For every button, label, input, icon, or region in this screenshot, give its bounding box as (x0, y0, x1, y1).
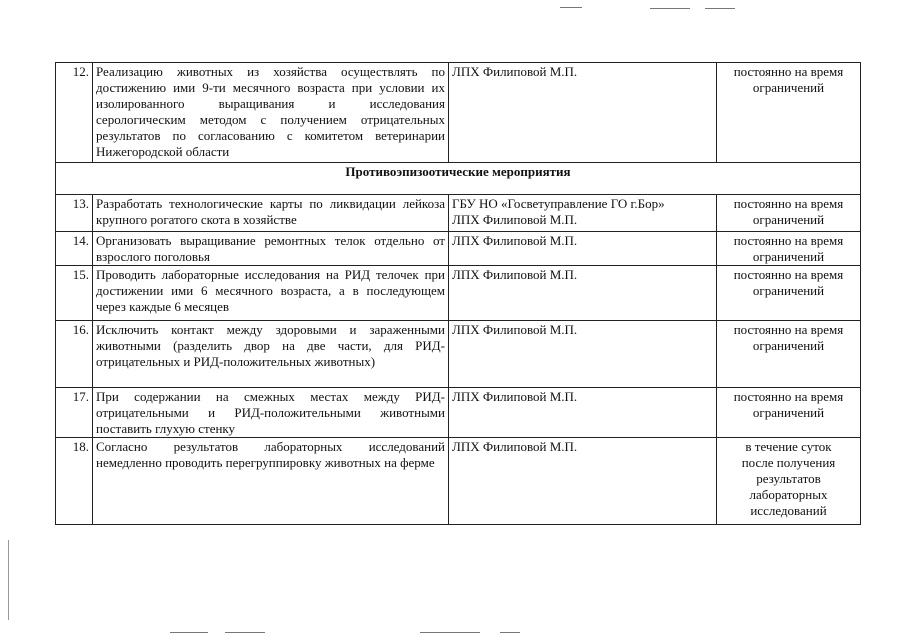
term-line: постоянно на время (733, 233, 844, 248)
measures-table (55, 62, 861, 525)
row-number: 18. (56, 438, 93, 525)
term-line: ограничений (752, 338, 825, 353)
section-row (56, 163, 861, 195)
table-row (56, 388, 861, 438)
row-number: 13. (56, 195, 93, 232)
responsible-line: ЛПХ Филиповой М.П. (452, 439, 578, 454)
scan-artifact (560, 7, 582, 8)
term-line: постоянно на время (733, 389, 844, 404)
table-row (56, 195, 861, 232)
term-line: после получения (741, 455, 836, 470)
scan-artifact (420, 632, 480, 633)
responsible-line: ЛПХ Филиповой М.П. (452, 212, 578, 227)
term-line: постоянно на время (733, 322, 844, 337)
term-line: лабораторных (749, 487, 828, 502)
table-row (56, 63, 861, 163)
row-description: Исключить контакт между здоровыми и зараженными животными (разделить двор на две части, для РИД-отрицательных и РИД-положительных животных) (93, 321, 449, 388)
scan-artifact (8, 540, 9, 620)
row-description: Разработать технологические карты по ликвидации лейкоза крупного рогатого скота в хозяйстве (93, 195, 449, 232)
row-number: 12. (56, 63, 93, 163)
row-term (717, 266, 861, 321)
row-description: При содержании на смежных местах между РИД-отрицательными и РИД-положительными животными поставить глухую стенку (93, 388, 449, 438)
scan-artifact (170, 632, 208, 633)
row-number: 16. (56, 321, 93, 388)
section-header-group (56, 163, 861, 195)
row-description: Проводить лабораторные исследования на РИД телочек при достижении ими 6 месячного возраста, а в последующем через каждые 6 месяцев (93, 266, 449, 321)
scan-artifact (705, 8, 735, 9)
term-line: ограничений (752, 249, 825, 264)
scan-artifact (225, 632, 265, 633)
responsible-line: ЛПХ Филиповой М.П. (452, 267, 578, 282)
table-row (56, 266, 861, 321)
responsible-line: ЛПХ Филиповой М.П. (452, 389, 578, 404)
scan-artifact (650, 8, 690, 9)
responsible-line: ЛПХ Филиповой М.П. (452, 322, 578, 337)
section-title: Противоэпизоотические мероприятия (56, 163, 861, 195)
row-responsible (449, 63, 717, 163)
row-description: Согласно результатов лабораторных исследований немедленно проводить перегруппировку животных на ферме (93, 438, 449, 525)
row-responsible (449, 321, 717, 388)
row-responsible (449, 266, 717, 321)
row-term (717, 321, 861, 388)
row-description: Реализацию животных из хозяйства осуществлять по достижению ими 9-ти месячного возраста при условии их изолированного выращивания и исследования серологическим методом с получением отрицательных результатов по согласованию с комитетом ветеринарии Нижегородской области (93, 63, 449, 163)
term-line: ограничений (752, 80, 825, 95)
responsible-line: ЛПХ Филиповой М.П. (452, 233, 578, 248)
term-line: постоянно на время (733, 196, 844, 211)
table-row (56, 438, 861, 525)
term-line: в течение суток (745, 439, 832, 454)
table-row (56, 232, 861, 266)
table-body-before (56, 63, 861, 163)
table-row (56, 321, 861, 388)
row-term (717, 63, 861, 163)
row-responsible (449, 388, 717, 438)
row-responsible (449, 232, 717, 266)
term-line: постоянно на время (733, 267, 844, 282)
row-term (717, 438, 861, 525)
term-line: постоянно на время (733, 64, 844, 79)
row-number: 15. (56, 266, 93, 321)
responsible-line: ГБУ НО «Госветуправление ГО г.Бор» (452, 196, 665, 211)
row-term (717, 388, 861, 438)
responsible-line: ЛПХ Филиповой М.П. (452, 64, 578, 79)
term-line: ограничений (752, 283, 825, 298)
term-line: результатов (756, 471, 821, 486)
row-number: 17. (56, 388, 93, 438)
row-number: 14. (56, 232, 93, 266)
row-responsible (449, 195, 717, 232)
table-body-after (56, 195, 861, 525)
row-term (717, 195, 861, 232)
row-responsible (449, 438, 717, 525)
term-line: ограничений (752, 212, 825, 227)
row-term (717, 232, 861, 266)
term-line: исследований (750, 503, 827, 518)
row-description: Организовать выращивание ремонтных телок отдельно от взрослого поголовья (93, 232, 449, 266)
term-line: ограничений (752, 405, 825, 420)
scan-artifact (500, 632, 520, 633)
